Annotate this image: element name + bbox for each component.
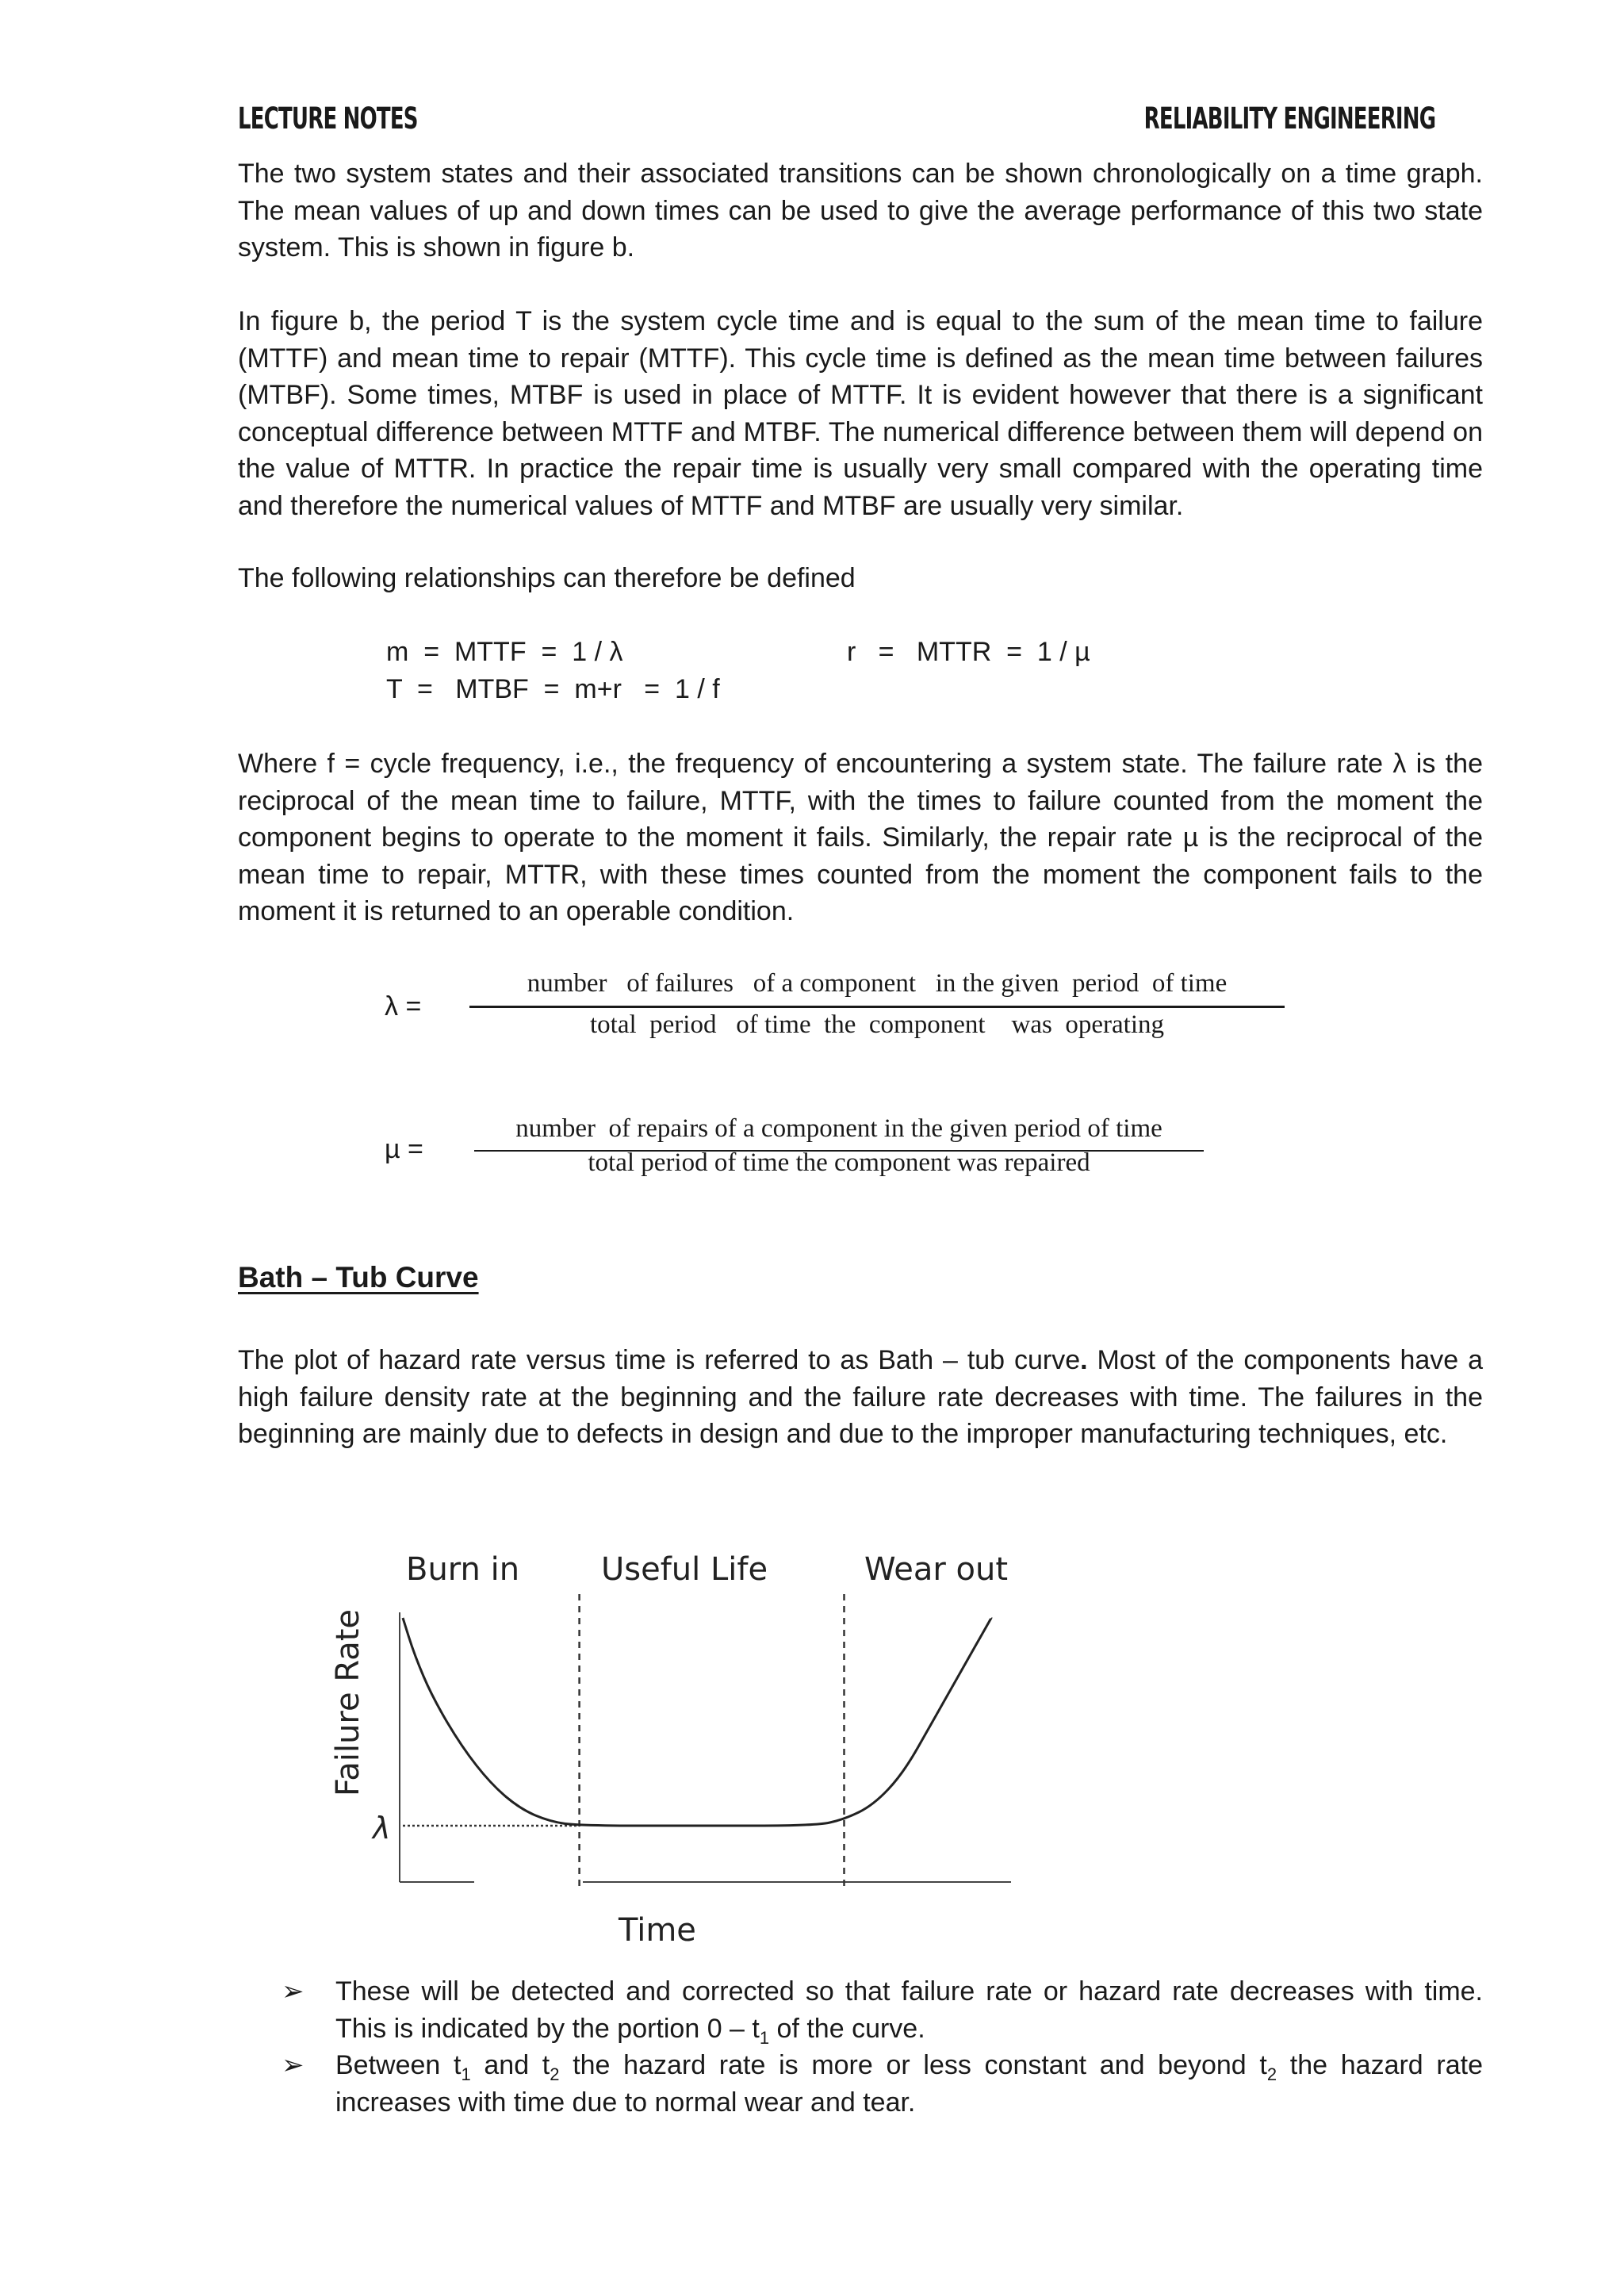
bullet-1-subscript: 1 <box>759 2027 770 2048</box>
equation-mttr: r = MTTR = 1 / µ <box>847 637 1090 667</box>
section-heading: Bath – Tub Curve <box>238 1261 479 1294</box>
bathtub-curve-line <box>403 1618 991 1826</box>
region-label-useful-life: Useful Life <box>601 1551 768 1588</box>
paragraph-4: Where f = cycle frequency, i.e., the frequency of encountering a system state. The failure rate λ is the reciprocal of the mean time to failure, MTTF, with the times to failure counted from the moment the component begins to operate to the moment it fails. Similarly, the repair rate µ is the reciprocal of the mean time to repair, MTTR, with these times counted from the moment the component fails to the moment it is returned to an operable condition. <box>238 749 1483 926</box>
bullet-2-text-d: the hazard rate increases with time due to normal wear and tear. <box>335 2050 1483 2118</box>
equation-mtbf: T = MTBF = m+r = 1 / f <box>386 674 720 704</box>
list-item <box>282 1973 1483 2047</box>
mu-lhs: µ = <box>385 1134 423 1164</box>
mu-numerator: number of repairs of a component in the given period of time <box>515 1114 1162 1143</box>
bullet-1-text-end: of the curve. <box>769 2013 925 2044</box>
paragraph-1: The two system states and their associated transitions can be shown chronologically on a time graph. The mean values of up and down times can be used to give the average performance of this two state system. This is shown in figure b. <box>238 159 1483 263</box>
lambda-lhs: λ = <box>385 991 422 1022</box>
x-axis-label: Time <box>619 1912 696 1949</box>
bullet-2-sub-1: 1 <box>461 2064 471 2084</box>
list-item <box>282 2047 1483 2121</box>
bullet-2-text-a: Between t <box>335 2050 462 2080</box>
lambda-denominator: total period of time the component was operating <box>590 1010 1164 1039</box>
paragraph-5-end: Most of the components have a high failure density rate at the beginning and the failure rate decreases with time. The failures in the beginning are mainly due to defects in design and due to the improper manufacturing techniques, etc. <box>238 1345 1483 1449</box>
page-header <box>238 102 1435 143</box>
bullet-2-text-c: the hazard rate is more or less constant and beyond t <box>559 2050 1267 2080</box>
paragraph-5-dot: . <box>1080 1345 1088 1375</box>
equation-mttf: m = MTTF = 1 / λ <box>386 637 623 667</box>
mu-denominator: total period of time the component was repaired <box>588 1148 1090 1177</box>
lambda-fraction-bar <box>469 1006 1285 1008</box>
bullet-2-text-b: and t <box>470 2050 550 2080</box>
lambda-numerator: number of failures of a component in the given period of time <box>527 969 1228 998</box>
paragraph-3: The following relationships can therefore be defined <box>238 563 856 593</box>
region-label-wear-out: Wear out <box>864 1551 1008 1588</box>
paragraph-5 <box>238 1342 1483 1453</box>
region-label-burn-in: Burn in <box>406 1551 520 1588</box>
bullet-1-text: These will be detected and corrected so that failure rate or hazard rate decreases with time. This is indicated by the portion 0 – t <box>335 1976 1483 2044</box>
bullet-list <box>282 1973 1483 2121</box>
header-left: LECTURE NOTES <box>238 102 418 136</box>
paragraph-5-start: The plot of hazard rate versus time is referred to as Bath – tub curve <box>238 1345 1081 1375</box>
bullet-2-sub-3: 2 <box>1266 2064 1277 2084</box>
bathtub-chart <box>309 1539 1023 1951</box>
arrow-bullet-icon: ➢ <box>282 1976 304 2007</box>
paragraph-2: In figure b, the period T is the system cycle time and is equal to the sum of the mean time to failure (MTTF) and mean time to repair (MTTF). This cycle time is defined as the mean time between failures (MTBF). Some times, MTBF is used in place of MTTF. It is evident however that there is a significant conceptual difference between MTTF and MTBF. The numerical difference between them will depend on the value of MTTR. In practice the repair time is usually very small compared with the operating time and therefore the numerical values of MTTF and MTBF are usually very similar. <box>238 306 1483 521</box>
header-right: RELIABILITY ENGINEERING <box>1143 102 1435 136</box>
bullet-2-sub-2: 2 <box>550 2064 560 2084</box>
y-axis-label: Failure Rate <box>330 1608 366 1796</box>
y-tick-lambda: λ <box>373 1811 391 1846</box>
arrow-bullet-icon: ➢ <box>282 2050 304 2080</box>
